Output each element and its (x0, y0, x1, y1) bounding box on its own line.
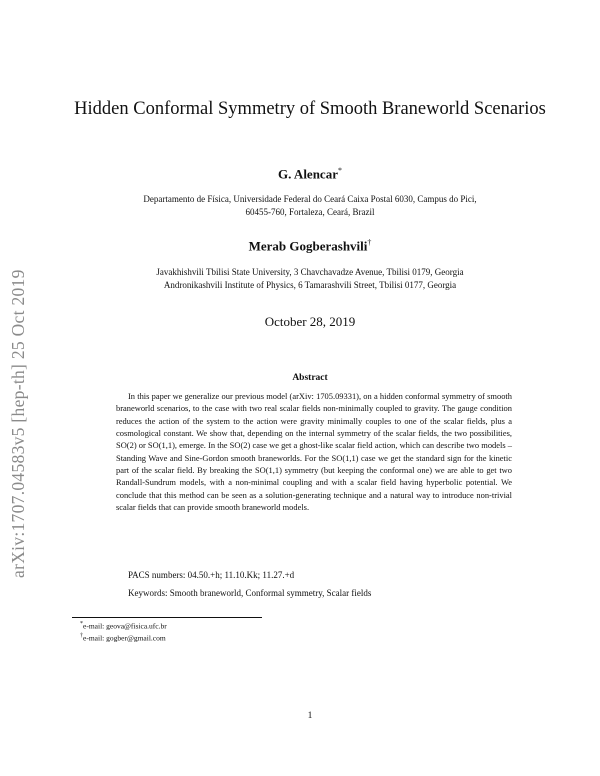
author-2-name: Merab Gogberashvili (248, 238, 368, 254)
footnote-1-mark: * (80, 621, 83, 627)
footnote-rule (72, 617, 262, 618)
author-1-name: G. Alencar (278, 166, 338, 182)
author-2 (60, 238, 560, 254)
affiliation-2-line-1: Javakhishvili Tbilisi State University, 3 Chavchavadze Avenue, Tbilisi 0179, Georgia (156, 267, 464, 277)
affiliation-1-line-2: 60455-760, Fortaleza, Ceará, Brazil (245, 207, 375, 217)
affiliation-1 (80, 193, 540, 219)
paper-date: October 28, 2019 (264, 314, 356, 329)
footnote-2-text: e-mail: gogber@gmail.com (83, 633, 166, 643)
author-1-mark: * (337, 166, 342, 175)
paper-title: Hidden Conformal Symmetry of Smooth Braneworld Scenarios (74, 99, 546, 119)
pacs-numbers: PACS numbers: 04.50.+h; 11.10.Kk; 11.27.+d (128, 570, 295, 580)
affiliation-1-line-1: Departamento de Física, Universidade Federal do Ceará Caixa Postal 6030, Campus do Pici, (143, 194, 477, 204)
affiliation-2-line-2: Andronikashvili Institute of Physics, 6 Tamarashvili Street, Tbilisi 0177, Georgia (163, 280, 457, 290)
author-1 (60, 166, 560, 182)
author-2-mark: † (367, 238, 372, 247)
abstract-text: In this paper we generalize our previous model (arXiv: 1705.09331), on a hidden conformal symmetry of smooth braneworld scenarios, to the case with two real scalar fields non-minimally coupled to gravity. The gauge condition reduces the action of the system to the action were gravity minimally couples to one of the scalar fields, plus a cosmological constant. We show that, depending on the internal symmetry of the scalar fields, the two possibilities, SO(2) or SO(1,1), emerge. In the SO(2) case we get a ghost-like scalar field action, which can describe two models – Standing Wave and Sine-Gordon smooth braneworlds. For the SO(1,1) case we get the standard sign for the kinetic part of the scalar field. By breaking the SO(1,1) symmetry (but keeping the conformal one) we are able to get two Randall-Sundrum models, with a non-minimal coupling and with a scalar field having hyperbolic potential. We conclude that this method can be seen as a solution-generating technique and a natural way to introduce non-trivial scalar fields that can provide smooth braneworld models. (116, 391, 512, 513)
arxiv-identifier: arXiv:1707.04583v5 [hep-th] 25 Oct 2019 (8, 269, 28, 578)
footnote-1-text: e-mail: geova@fisica.ufc.br (83, 621, 167, 631)
affiliation-2 (80, 266, 540, 292)
keywords: Keywords: Smooth braneworld, Conformal symmetry, Scalar fields (128, 588, 372, 598)
footnote-2 (80, 633, 166, 643)
footnote-2-mark: † (80, 633, 83, 639)
footnote-1 (80, 621, 167, 631)
page-number: 1 (307, 711, 313, 721)
abstract-heading: Abstract (292, 373, 328, 383)
